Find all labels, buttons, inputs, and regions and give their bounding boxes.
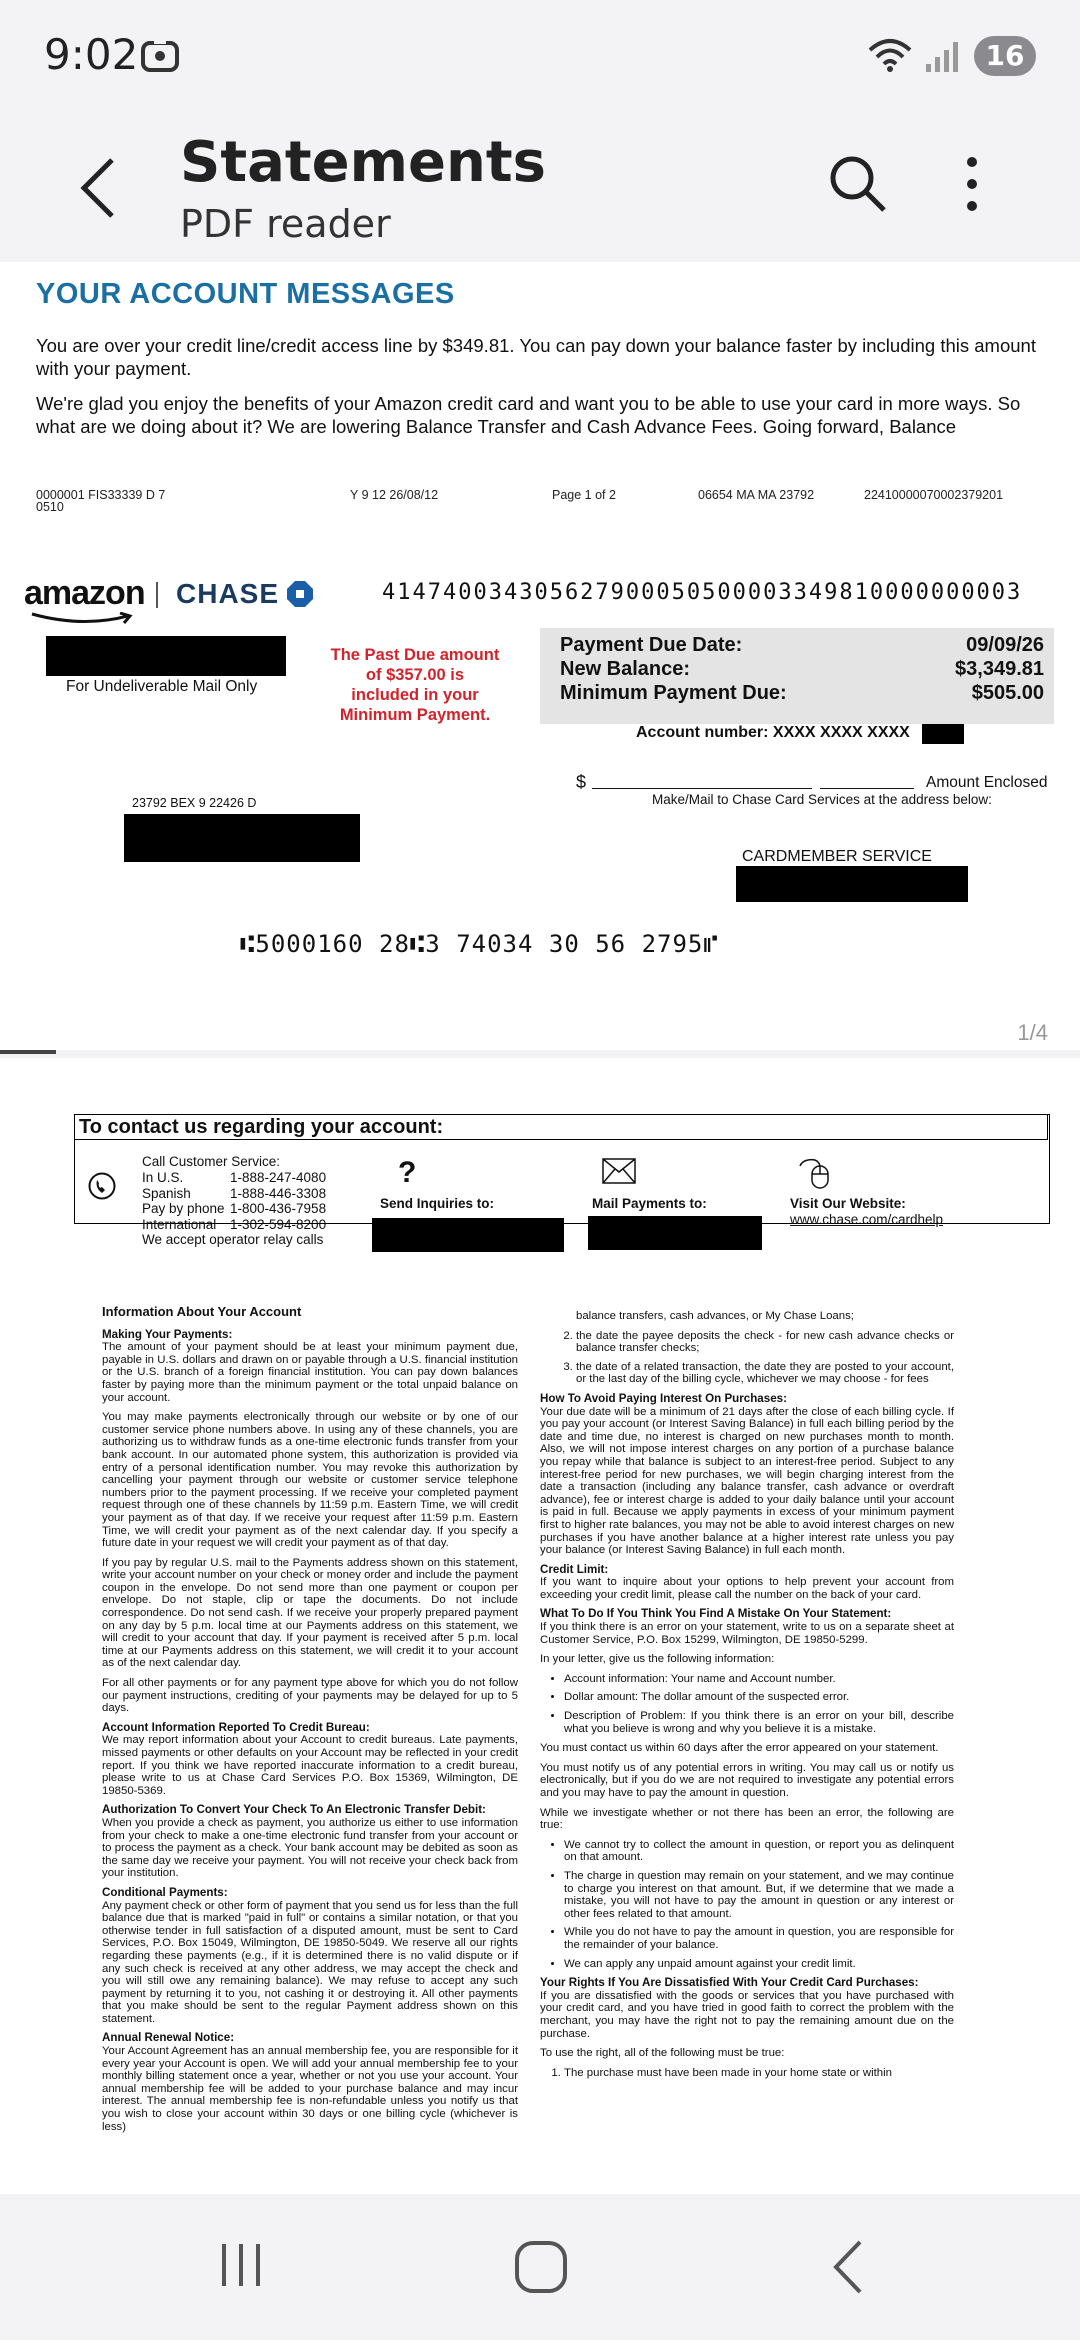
rights-heading: Your Rights If You Are Dissatisfied With Your Credit Card Purchases: <box>540 1976 919 1990</box>
info-heading: Information About Your Account <box>102 1304 302 1319</box>
statement-code-left2: 0510 <box>36 500 64 514</box>
redacted-inquiry-address <box>372 1218 564 1252</box>
chase-octagon-icon <box>286 580 314 613</box>
envelope-icon <box>602 1158 636 1189</box>
mail-payments-label: Mail Payments to: <box>592 1196 707 1211</box>
annual-renewal-heading: Annual Renewal Notice: <box>102 2031 235 2045</box>
nav-back-icon[interactable] <box>830 2238 866 2301</box>
making-payments-heading: Making Your Payments: <box>102 1327 233 1341</box>
amount-enclosed-label: Amount Enclosed <box>926 774 1048 791</box>
statement-code-right1: 06654 MA MA 23792 <box>698 488 815 502</box>
recent-apps-icon[interactable] <box>216 2240 266 2295</box>
message-overlimit: You are over your credit line/credit access line by $349.81. You can pay down your balance faster by including this amount with your payment. <box>36 335 1036 379</box>
question-mark-icon: ? <box>398 1156 417 1189</box>
page-subtitle: PDF reader <box>180 202 391 246</box>
phone-row: In U.S. 1-888-247-4080 <box>142 1170 327 1185</box>
mouse-icon <box>798 1156 834 1195</box>
credit-bureau-heading: Account Information Reported To Credit Bureau: <box>102 1720 370 1734</box>
pdf-page-2[interactable] <box>0 1058 1080 2194</box>
cardmember-service: CARDMEMBER SERVICE <box>742 848 932 865</box>
cents-line[interactable] <box>820 788 914 789</box>
status-time: 9:02 <box>44 30 139 79</box>
payment-summary-box <box>540 628 1054 724</box>
redacted-account-digits <box>922 724 964 744</box>
amazon-logo: amazon <box>24 574 145 613</box>
payment-due-row: Payment Due Date: 09/09/26 <box>560 634 1044 656</box>
micr-line: ⑆5000160 28⑆3 74034 30 56 2795⑈ <box>240 930 719 958</box>
relay-note: We accept operator relay calls <box>142 1232 324 1247</box>
new-balance-row: New Balance: $3,349.81 <box>560 658 1044 680</box>
payment-due-date: 09/09/26 <box>966 634 1044 656</box>
statement-code-left: 0000001 FIS33339 D 7 <box>36 488 166 502</box>
account-messages-heading: YOUR ACCOUNT MESSAGES <box>36 278 455 310</box>
chase-logo: CHASE <box>176 578 280 609</box>
redacted-payment-address <box>588 1216 762 1250</box>
statement-code-right2: 22410000070002379201 <box>864 488 1004 502</box>
navigation-bar <box>0 2194 1080 2340</box>
undeliverable-label: For Undeliverable Mail Only <box>66 678 258 695</box>
phone-icon <box>88 1172 116 1205</box>
pdf-page-1[interactable] <box>0 262 1080 1050</box>
mistake-heading: What To Do If You Think You Find A Mistake On Your Statement: <box>540 1607 892 1621</box>
past-due-notice: The Past Due amount of $357.00 is included in your Minimum Payment. <box>330 646 500 724</box>
new-balance: $3,349.81 <box>955 658 1044 680</box>
minimum-payment-row: Minimum Payment Due: $505.00 <box>560 682 1044 704</box>
screenshot-icon <box>140 38 180 79</box>
amount-line[interactable] <box>592 788 812 789</box>
page-indicator: 1/4 <box>1017 1020 1048 1045</box>
statement-code-mid: Y 9 12 26/08/12 <box>350 488 439 502</box>
website-link[interactable]: www.chase.com/cardhelp <box>790 1212 944 1227</box>
scanline-number: 414740034305627900050500003349810000000003 <box>382 580 1023 605</box>
info-left-column: Information About Your Account Making Your Payments: The amount of your payment should be at least your minimum payment due, payable in U.S. dollars and drawn on or payable through a U.S. financial institution or the U.S. branch of a foreign financial institution. You can pay down balances faster by paying more than the minimum payment or the total unpaid balance on your account. You may make payments electronically through our website or by one of our customer service phone numbers above. In using any of these channels, you are authorizing us to withdraw funds as a one-time electronic funds transfer from your bank account. In our automated phone system, this authorization is provided via entry of a personal identification number. You may revoke this authorization by cancelling your payment through our website or customer service telephone numbers prior to the payment processing. If we receive your completed payment request through one of these channels by 11:59 p.m. Eastern Time, we will credit your payment as of that day. If we receive your request after 11:59 p.m. Eastern Time, we will credit your payment as of the next calendar day. If you specify a future date in your request we will credit your payment as of that day. If you pay by regular U.S. mail to the Payments address shown on this statement, write your account number on your check or money order and include the payment coupon in the envelope. Do not send more than one payment or coupon per envelope. Do not staple, clip or tape the documents. Do not include correspondence. Do not send cash. If we receive your properly prepared payment on any day by 5 p.m. local time at our Payments address on this statement, we will credit to your account that day. If your payment is received after 5 p.m. local time at our Payments address on this statement, we will credit it to your account as of the next calendar day. For all other payments or for any payment type above for which you do not follow our payment instructions, crediting of your payments may be delayed for up to 5 days. Account Information Reported To Credit Bureau: We may report information about your Account to credit bureaus. Late payments, missed payments or other defaults on your Account may be reflected in your credit report. If you think we have reported inaccurate information to a credit bureau, please write to us at Chase Card Services P.O. Box 15369, Wilmington, DE 19850-5369. Authorization To Convert Your Check To An Electronic Transfer Debit: When you provide a check as payment, you authorize us either to use information from your check to make a one-time electronic fund transfer from your account or to process the payment as a check. Your bank account may be debited as soon as the same day we receive your payment. You will not receive your check back from your institution. Conditional Payments: Any payment check or other form of payment that you send us for less than the full balance due that is marked "paid in full" or contains a similar notation, or that you otherwise tender in full satisfaction of a disputed amount, must be sent to Card Services, P.O. Box 15049, Wilmington, DE 19850-5049. We reserve all our rights regarding these payments (e.g., if it is determined there is no valid dispute or if any such check is received at any other address, we may accept the check and you will still owe any remaining balance). We may refuse to accept any such payment by returning it to you, not cashing it or destroying it. All other payments that you make should be sent to the regular Payment address shown on this statement. Annual Renewal Notice: Your Account Agreement has an annual membership fee, you are responsible for it every year your Account is open. We will add your annual membership fee to your monthly billing statement once a year, whether or not you use your account. Your annual membership fee will be added to your purchase balance and may incur interest. The annual membership fee is non-refundable unless you notify us that you wish to close your account within 30 days or one billing cycle (whichever is less) <box>102 1304 518 2133</box>
dollar-sign: $ <box>576 772 587 792</box>
visit-website-label: Visit Our Website: <box>790 1196 906 1211</box>
back-arrow-icon[interactable] <box>80 156 116 225</box>
contact-heading: To contact us regarding your account: <box>74 1114 1048 1140</box>
page-title: Statements <box>180 130 546 195</box>
home-icon[interactable] <box>514 2240 568 2299</box>
app-bar <box>0 110 1080 260</box>
logo-divider <box>156 582 158 608</box>
wifi-icon <box>868 38 912 77</box>
conditional-payments-heading: Conditional Payments: <box>102 1885 228 1899</box>
page-of-label: Page 1 of 2 <box>552 488 616 502</box>
scroll-progress <box>0 1050 56 1054</box>
phone-row: Spanish 1-888-446-3308 <box>142 1185 327 1201</box>
status-bar <box>0 0 1080 110</box>
phone-row: Pay by phone 1-800-436-7958 <box>142 1201 327 1216</box>
make-mail-label: Make/Mail to Chase Card Services at the address below: <box>652 792 992 807</box>
authorization-heading: Authorization To Convert Your Check To An Electronic Transfer Debit: <box>102 1803 486 1817</box>
search-icon[interactable] <box>828 154 888 219</box>
phone-row: International 1-302-594-8200 <box>142 1216 327 1232</box>
signal-icon <box>924 38 964 79</box>
avoid-interest-heading: How To Avoid Paying Interest On Purchases: <box>540 1391 787 1405</box>
bex-code: 23792 BEX 9 22426 D <box>132 796 257 810</box>
redacted-address <box>124 814 360 862</box>
credit-limit-heading: Credit Limit: <box>540 1562 609 1576</box>
message-amazon: We're glad you enjoy the benefits of your Amazon credit card and want you to be able to use your card in more ways. So what are we doing about it? We are lowering Balance Transfer and Cash Advance Fees. Going forward, Balance <box>36 393 1021 437</box>
minimum-payment: $505.00 <box>971 682 1044 704</box>
send-inquiries-label: Send Inquiries to: <box>380 1196 495 1211</box>
account-number: Account number: XXXX XXXX XXXX <box>636 724 910 741</box>
redacted-name <box>46 636 286 676</box>
info-right-column: balance transfers, cash advances, or My Chase Loans; 2. the date the payee deposits the check - for new cash advance checks or balance transfer checks; 3. the date of a related transaction, the date they are posted to your account, or the last day of the billing cycle, whichever we may choose - for fees How To Avoid Paying Interest On Purchases: Your due date will be a minimum of 21 days after the close of each billing cycle. If you pay your account (or Interest Saving Balance) in full each billing period by the date and time due, no interest is charged on new purchases month to month. Also, we will not impose interest charges on any portion of a purchase balance you repay while that balance is subject to an interest-free period. Subject to any interest-free period for new purchases, we will begin charging interest from the date a transaction (including any balance transfer, cash advance or overdraft advance), fee or interest charge is added to your daily balance until your account is paid in full. Because we apply payments in excess of your minimum payment first to higher rate balances, you may not be able to avoid interest charges on new purchases if you have another balance at a higher interest rate unless you pay your balance (or Interest Saving Balance) in full each month. Credit Limit: If you want to inquire about your options to help prevent your account from exceeding your credit limit, please call the number on the back of your card. What To Do If You Think You Find A Mistake On Your Statement: If you think there is an error on your statement, write to us on a separate sheet at Customer Service, P.O. Box 15299, Wilmington, DE 19850-5299. In your letter, give us the following information: • Account information: Your name and Account number. • Dollar amount: The dollar amount of the suspected error. • Description of Problem: If you think there is an error on your bill, describe what you believe is wrong and why you believe it is a mistake. You must contact us within 60 days after the error appeared on your statement. You must notify us of any potential errors in writing. You may call us or notify us electronically, but if you do we are not required to investigate any potential errors and you may have to pay the amount in question. While we investigate whether or not there has been an error, the following are true: • We cannot try to collect the amount in question, or report you as delinquent on that amount. • The charge in question may remain on your statement, and we may continue to charge you interest on that amount. But, if we determine that we made a mistake, you will not have to pay the amount in question or any interest or other fees related to that amount. • While you do not have to pay the amount in question, you are responsible for the remainder of your balance. • We can apply any unpaid amount against your credit limit. Your Rights If You Are Dissatisfied With Your Credit Card Purchases: If you are dissatisfied with the goods or services that you have purchased with your credit card, and you have tried in good faith to correct the problem with the merchant, you may have the right not to pay the remaining amount due on the purchase. To use the right, all of the following must be true: 1. The purchase must have been made in your home state or within <box>540 1310 954 2086</box>
battery-indicator: 16 <box>974 36 1036 76</box>
phone-list <box>142 1170 326 1248</box>
redacted-remit-address <box>736 866 968 902</box>
call-service-title: Call Customer Service: <box>142 1154 281 1169</box>
more-vert-icon[interactable] <box>962 154 982 219</box>
